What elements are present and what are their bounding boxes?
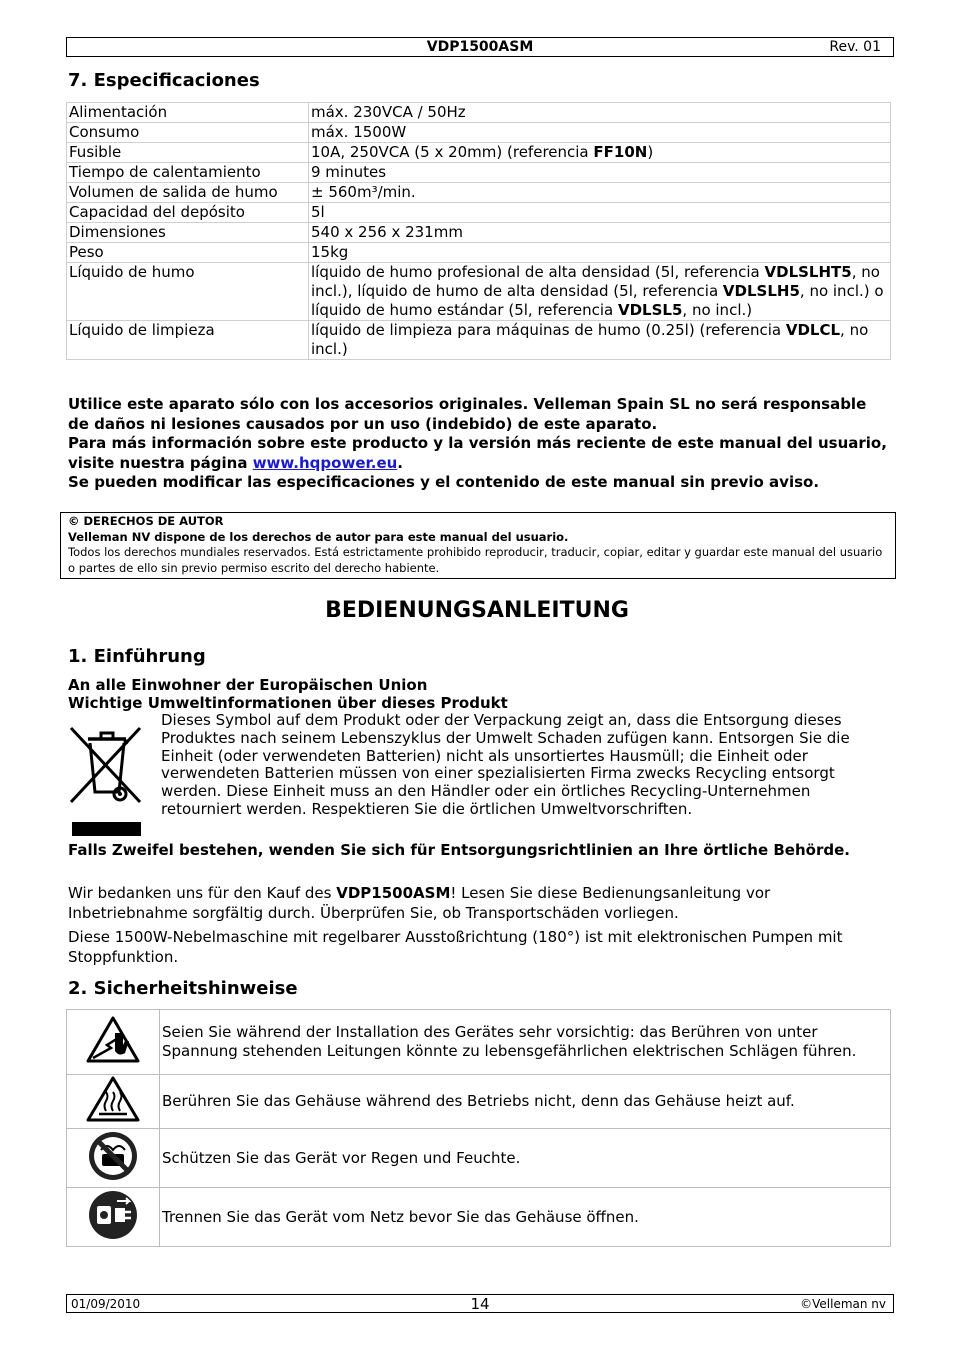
safety-heading: 2. Sicherheitshinweise — [68, 978, 298, 999]
page-footer — [66, 1294, 894, 1313]
safety-row — [67, 1010, 891, 1075]
hqpower-link[interactable]: www.hqpower.eu — [252, 453, 398, 472]
spec-label: Tiempo de calentamiento — [67, 163, 309, 183]
spec-label: Fusible — [67, 143, 309, 163]
unplug-icon — [87, 1189, 139, 1241]
copyright-text: Todos los derechos mundiales reservados. Está estrictamente prohibido reproducir, traducir, copiar, editar y guardar este manual del usuario o partes de ello sin previo permiso escrito del derecho habiente. — [68, 545, 883, 575]
weee-text: Dieses Symbol auf dem Produkt oder der Verpackung zeigt an, dass die Entsorgung dieses Produktes nach seinem Lebenszyklus der Umwelt Schaden zufügen kann. Entsorgen Sie die Einheit (oder verwendeten Batterien) nicht als unsortiertes Hausmüll; die Einheit oder verwendeten Batterien müssen von einer spezialisierten Firma zwecks Recycling entsorgt werden. Diese Einheit muss an den Händler oder ein örtliches Recycling-Unternehmen retourniert werden. Respektieren Sie die örtlichen Umweltvorschriften. — [161, 711, 850, 818]
spec-row — [67, 243, 891, 263]
spec-value: 540 x 256 x 231mm — [309, 223, 891, 243]
spec-value: máx. 230VCA / 50Hz — [309, 103, 891, 123]
spec-label: Líquido de limpieza — [67, 321, 309, 360]
intro-heading: 1. Einführung — [68, 646, 206, 667]
spec-label: Alimentación — [67, 103, 309, 123]
disposal-advice: Falls Zweifel bestehen, wenden Sie sich für Entsorgungsrichtlinien an Ihre örtliche Behörde. — [68, 841, 850, 859]
spec-value: ± 560m³/min. — [309, 183, 891, 203]
spec-label: Dimensiones — [67, 223, 309, 243]
spec-value: líquido de humo profesional de alta densidad (5l, referencia VDLSLHT5, no incl.), líquido de humo de alta densidad (5l, referencia VDLSLH5, no incl.) o líquido de humo estándar (5l, referencia VDLSL5, no incl.) — [309, 263, 891, 321]
spec-row — [67, 183, 891, 203]
spec-row — [67, 123, 891, 143]
spec-row — [67, 203, 891, 223]
footer-copyright: ©Velleman nv — [800, 1297, 886, 1311]
spec-row — [67, 143, 891, 163]
spec-label: Líquido de humo — [67, 263, 309, 321]
safety-table — [66, 1009, 891, 1247]
copyright-title: © DERECHOS DE AUTOR — [68, 514, 224, 528]
specs-heading: 7. Especificaciones — [68, 70, 260, 91]
crossed-bin-icon — [68, 720, 144, 838]
notice-line-3: Se pueden modificar las especificaciones y el contenido de este manual sin previo aviso. — [68, 473, 820, 491]
manual-title: BEDIENUNGSANLEITUNG — [325, 598, 629, 623]
notice-block — [68, 395, 888, 493]
description-paragraph: Diese 1500W-Nebelmaschine mit regelbarer Ausstoßrichtung (180°) ist mit elektronischen Pumpen mit Stoppfunktion. — [68, 928, 843, 966]
spec-row — [67, 321, 891, 360]
eu-notice — [68, 677, 508, 713]
safety-row — [67, 1075, 891, 1129]
footer-date: 01/09/2010 — [71, 1297, 141, 1311]
spec-value: 10A, 250VCA (5 x 20mm) (referencia FF10N) — [309, 143, 891, 163]
model-title: VDP1500ASM — [426, 39, 534, 55]
safety-text-1: Seien Sie während der Installation des Gerätes sehr vorsichtig: das Berühren von unter Spannung stehenden Leitungen könnte zu lebensgefährlichen elektrischen Schlägen führen. — [160, 1010, 891, 1075]
spec-value: 5l — [309, 203, 891, 223]
hot-surface-warning-icon — [85, 1075, 141, 1123]
spec-value: 15kg — [309, 243, 891, 263]
revision: Rev. 01 — [829, 39, 881, 55]
copyright-owner: Velleman NV dispone de los derechos de autor para este manual del usuario. — [68, 529, 569, 544]
spec-row — [67, 163, 891, 183]
spec-label: Peso — [67, 243, 309, 263]
spec-value: máx. 1500W — [309, 123, 891, 143]
page-number: 14 — [470, 1295, 490, 1313]
spec-row — [67, 223, 891, 243]
page-header — [66, 37, 894, 57]
specs-table — [66, 102, 891, 360]
safety-text-2: Berühren Sie das Gehäuse während des Betriebs nicht, denn das Gehäuse heizt auf. — [160, 1075, 891, 1129]
spec-label: Volumen de salida de humo — [67, 183, 309, 203]
spec-value: líquido de limpieza para máquinas de humo (0.25l) (referencia VDLCL, no incl.) — [309, 321, 891, 360]
notice-line-1: Utilice este aparato sólo con los accesorios originales. Velleman Spain SL no será responsable de daños ni lesiones causados por un uso (indebido) de este aparato. — [68, 395, 867, 433]
safety-text-3: Schützen Sie das Gerät vor Regen und Feuchte. — [160, 1129, 891, 1188]
spec-row — [67, 263, 891, 321]
spec-row — [67, 103, 891, 123]
eu-line-1: An alle Einwohner der Europäischen Union — [68, 676, 428, 694]
safety-row — [67, 1129, 891, 1188]
keep-dry-icon — [87, 1130, 139, 1182]
notice-line-2: Para más información sobre este producto y la versión más reciente de este manual del usuario, visite nuestra página www.hqpower.eu. — [68, 434, 887, 472]
eu-line-2: Wichtige Umweltinformationen über dieses Produkt — [68, 693, 508, 712]
spec-label: Consumo — [67, 123, 309, 143]
safety-row — [67, 1188, 891, 1247]
spec-label: Capacidad del depósito — [67, 203, 309, 223]
spec-value: 9 minutes — [309, 163, 891, 183]
thanks-paragraph: Wir bedanken uns für den Kauf des VDP1500ASM! Lesen Sie diese Bedienungsanleitung vor Inbetriebnahme sorgfältig durch. Überprüfen Sie, ob Transportschäden vorliegen. — [68, 884, 771, 922]
safety-text-4: Trennen Sie das Gerät vom Netz bevor Sie das Gehäuse öffnen. — [160, 1188, 891, 1247]
copyright-box — [60, 512, 896, 579]
electric-shock-warning-icon — [85, 1015, 141, 1065]
